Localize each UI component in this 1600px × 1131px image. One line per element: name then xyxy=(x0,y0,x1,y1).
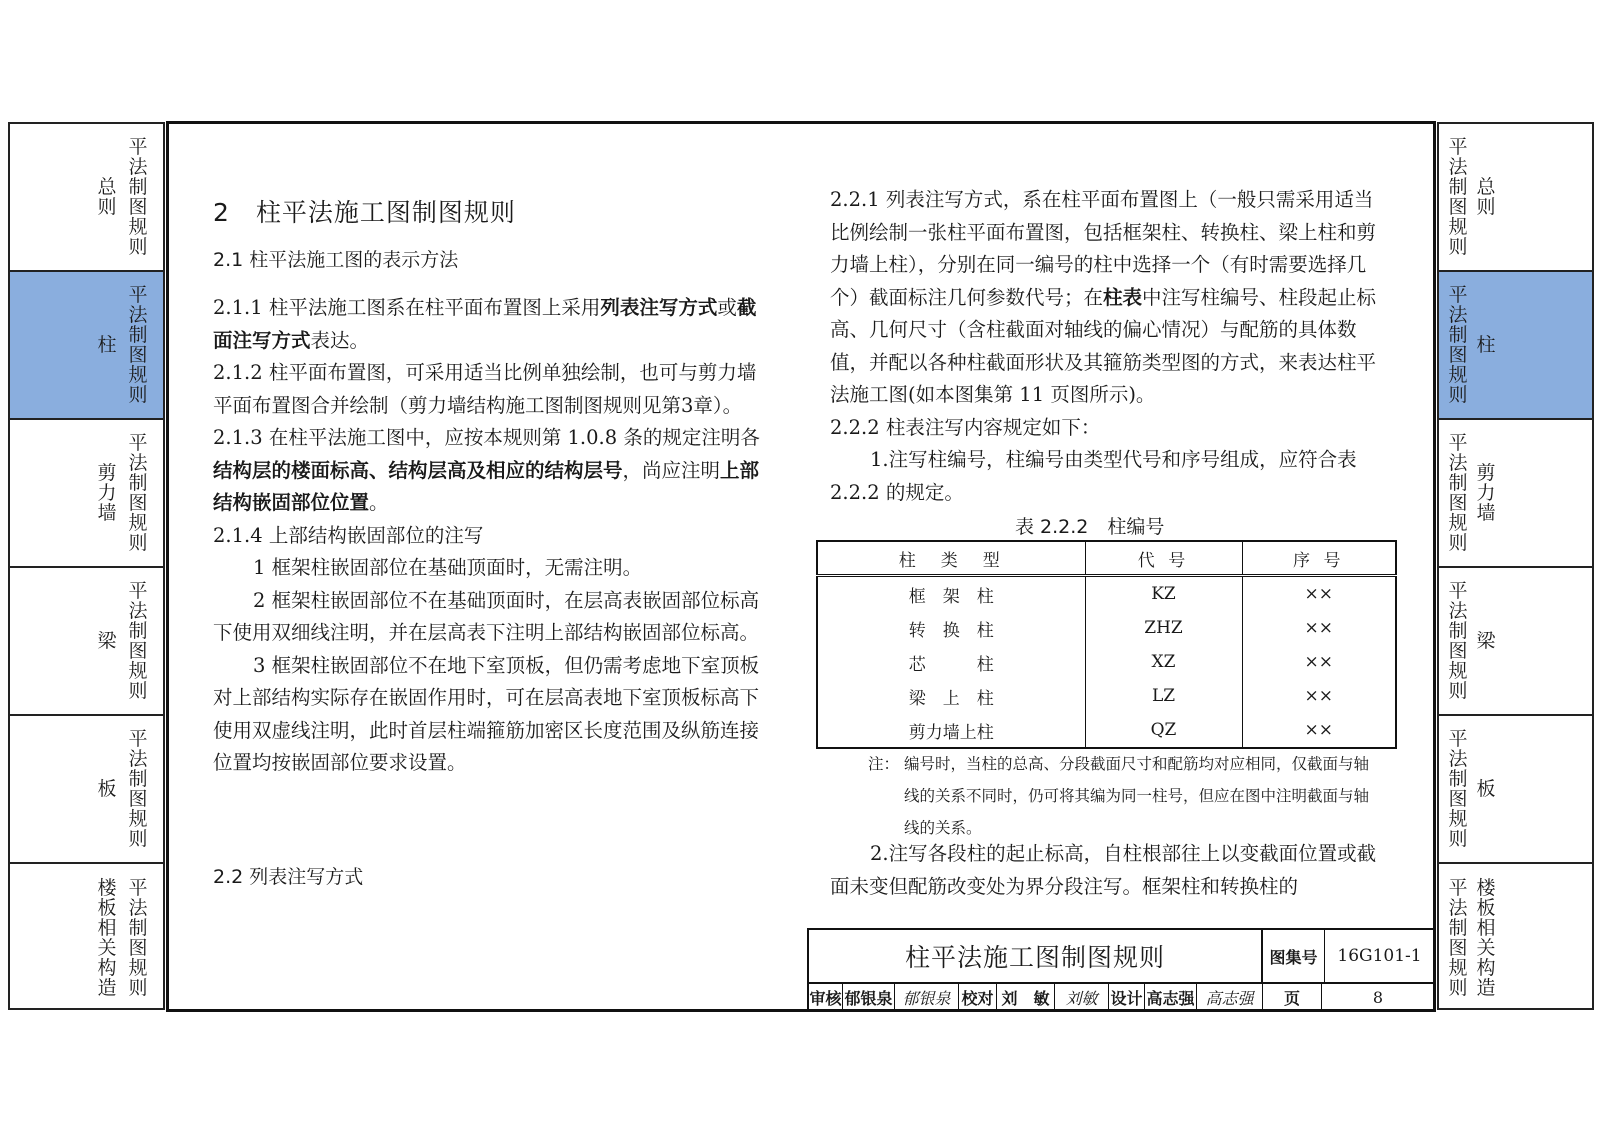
index-tab-name: 柱 xyxy=(97,334,117,356)
table-header: 代 号 xyxy=(1085,541,1242,576)
index-tab-1[interactable] xyxy=(1439,124,1592,272)
index-tab-2[interactable] xyxy=(1439,272,1592,420)
check-label: 校对 xyxy=(959,984,997,1010)
table-cell: 梁 上 柱 xyxy=(908,688,994,709)
index-tab-name: 楼 板 相 关 构 造 xyxy=(1476,877,1496,999)
index-tab-name: 梁 xyxy=(97,630,117,652)
index-tab-name: 总 则 xyxy=(1476,176,1496,218)
table-row xyxy=(817,611,1396,645)
index-tab-rule: 平 法 制 图 规 则 xyxy=(128,877,148,999)
index-tab-4[interactable] xyxy=(1439,568,1592,716)
table-cell: ZHZ xyxy=(1085,611,1242,645)
table-cell: ×× xyxy=(1242,611,1396,645)
note-text: 编号时，当柱的总高、分段截面尺寸和配筋均对应相同，仅截面与轴线的关系不同时，仍可将其编为同一柱号，但应在图中注明截面与轴线的关系。 xyxy=(904,755,1370,837)
table-row xyxy=(817,576,1396,612)
left-index-strip xyxy=(8,122,165,1010)
table-header: 柱 类 型 xyxy=(817,541,1085,576)
index-tab-rule: 平 法 制 图 规 则 xyxy=(128,580,148,702)
table-cell: KZ xyxy=(1085,576,1242,612)
table-row xyxy=(817,713,1396,748)
index-tab-name: 板 xyxy=(1476,778,1496,800)
index-tab-rule: 平 法 制 图 规 则 xyxy=(1448,580,1468,702)
index-tab-2[interactable] xyxy=(10,272,163,420)
table-cell: ×× xyxy=(1242,679,1396,713)
para-2-2-2-item-2: 2.注写各段柱的起止标高，自柱根部往上以变截面位置或截面未变但配筋改变处为界分段注写。框架柱和转换柱的 xyxy=(830,842,1377,898)
page-label: 页 xyxy=(1263,984,1322,1010)
reviewer-name: 郁银泉 xyxy=(843,984,895,1010)
table-cell: ×× xyxy=(1242,713,1396,748)
para-2-1-1: 2.1.1 柱平法施工图系在柱平面布置图上采用列表注写方式或截面注写方式表达。 xyxy=(213,296,757,352)
para-2-1-4: 2.1.4 上部结构嵌固部位的注写 xyxy=(213,523,484,547)
page-number: 8 xyxy=(1372,987,1384,1007)
index-tab-1[interactable] xyxy=(10,124,163,272)
para-2-1-4-item-2: 2 框架柱嵌固部位不在基础顶面时，在层高表嵌固部位标高下使用双细线注明，并在层高表下注明上部结构嵌固部位标高。 xyxy=(213,588,760,644)
design-label: 设计 xyxy=(1109,984,1145,1010)
right-column-top xyxy=(830,184,1382,509)
note-label: 注： xyxy=(868,755,900,773)
para-2-2-2-item-1: 1.注写柱编号，柱编号由类型代号和序号组成，应符合表 2.2.2 的规定。 xyxy=(830,448,1357,504)
index-tab-name: 梁 xyxy=(1476,630,1496,652)
table-caption: 表 2.2.2 柱编号 xyxy=(1015,516,1165,538)
section-2-1-heading: 2.1 柱平法施工图的表示方法 xyxy=(213,249,459,271)
para-2-2-1: 2.2.1 列表注写方式，系在柱平面布置图上（一般只需采用适当比例绘制一张柱平面布置图，包括框架柱、转换柱、梁上柱和剪力墙上柱），分别在同一编号的柱中选择一个（有时需要选择几个）截面标注几何参数代号；在柱表中注写柱编号、柱段起止标高、几何尺寸（含柱截面对轴线的偏心情况）与配筋的具体数值，并配以各种柱截面形状及其箍筋类型图的方式，来表达柱平法施工图(如本图集第 11 页图所示)。 xyxy=(830,188,1377,406)
index-tab-rule: 平 法 制 图 规 则 xyxy=(1448,136,1468,258)
designer-signature: 高志强 xyxy=(1197,984,1263,1010)
index-tab-4[interactable] xyxy=(10,568,163,716)
table-cell: 芯 柱 xyxy=(908,654,994,675)
index-tab-6[interactable] xyxy=(1439,864,1592,1012)
para-2-2-2: 2.2.2 柱表注写内容规定如下： xyxy=(830,415,1101,439)
index-tab-rule: 平 法 制 图 规 则 xyxy=(128,136,148,258)
index-tab-3[interactable] xyxy=(10,420,163,568)
index-tab-name: 总 则 xyxy=(97,176,117,218)
checker-signature: 刘敏 xyxy=(1055,984,1109,1010)
para-2-1-4-item-1: 1 框架柱嵌固部位在基础顶面时，无需注明。 xyxy=(253,556,643,579)
index-tab-5[interactable] xyxy=(1439,716,1592,864)
checker-name: 刘 敏 xyxy=(997,984,1055,1010)
index-tab-name: 剪 力 墙 xyxy=(97,462,117,524)
section-2-2-heading: 2.2 列表注写方式 xyxy=(213,866,364,888)
para-2-1-4-item-3: 3 框架柱嵌固部位不在地下室顶板，但仍需考虑地下室顶板对上部结构实际存在嵌固作用时，可在层高表地下室顶板标高下使用双虚线注明，此时首层柱端箍筋加密区长度范围及纵筋连接位置均按嵌固部位要求设置。 xyxy=(213,653,760,774)
column-code-table xyxy=(816,540,1397,749)
atlas-label: 图集号 xyxy=(1263,930,1325,984)
para-2-1-3: 2.1.3 在柱平法施工图中，应按本规则第 1.0.8 条的规定注明各结构层的楼面标高、结构层高及相应的结构层号，尚应注明上部结构嵌固部位位置。 xyxy=(213,426,760,514)
chapter-title: 2 柱平法施工图制图规则 xyxy=(213,198,516,227)
index-tab-name: 板 xyxy=(97,778,117,800)
index-tab-rule: 平 法 制 图 规 则 xyxy=(1448,728,1468,850)
index-tab-rule: 平 法 制 图 规 则 xyxy=(128,284,148,406)
index-tab-rule: 平 法 制 图 规 则 xyxy=(128,728,148,850)
index-tab-name: 楼 板 相 关 构 造 xyxy=(97,877,117,999)
table-cell: 框 架 柱 xyxy=(908,586,994,607)
index-tab-name: 剪 力 墙 xyxy=(1476,462,1496,524)
index-tab-rule: 平 法 制 图 规 则 xyxy=(1448,877,1468,999)
table-cell: LZ xyxy=(1085,679,1242,713)
designer-name: 高志强 xyxy=(1145,984,1197,1010)
atlas-number: 16G101-1 xyxy=(1325,930,1434,984)
table-cell: 剪力墙上柱 xyxy=(908,722,994,743)
table-cell: ×× xyxy=(1242,576,1396,612)
table-row xyxy=(817,645,1396,679)
index-tab-3[interactable] xyxy=(1439,420,1592,568)
index-tab-rule: 平 法 制 图 规 则 xyxy=(128,432,148,554)
drawing-title: 柱平法施工图制图规则 xyxy=(809,930,1263,984)
table-cell: QZ xyxy=(1085,713,1242,748)
right-column-bottom xyxy=(830,838,1382,903)
signature-row xyxy=(809,984,1434,1010)
index-tab-5[interactable] xyxy=(10,716,163,864)
review-label: 审核 xyxy=(809,984,843,1010)
index-tab-rule: 平 法 制 图 规 则 xyxy=(1448,432,1468,554)
table-cell: XZ xyxy=(1085,645,1242,679)
para-2-1-2: 2.1.2 柱平面布置图，可采用适当比例单独绘制，也可与剪力墙平面布置图合并绘制（剪力墙结构施工图制图规则见第3章）。 xyxy=(213,361,757,417)
reviewer-signature: 郁银泉 xyxy=(895,984,959,1010)
index-tab-6[interactable] xyxy=(10,864,163,1012)
index-tab-rule: 平 法 制 图 规 则 xyxy=(1448,284,1468,406)
table-cell: 转 换 柱 xyxy=(908,620,994,641)
table-note xyxy=(868,748,1378,844)
index-tab-name: 柱 xyxy=(1476,334,1496,356)
table-cell: ×× xyxy=(1242,645,1396,679)
right-index-strip xyxy=(1437,122,1594,1010)
left-column xyxy=(213,292,768,780)
title-block xyxy=(807,928,1436,1012)
table-header: 序 号 xyxy=(1242,541,1396,576)
table-row xyxy=(817,679,1396,713)
